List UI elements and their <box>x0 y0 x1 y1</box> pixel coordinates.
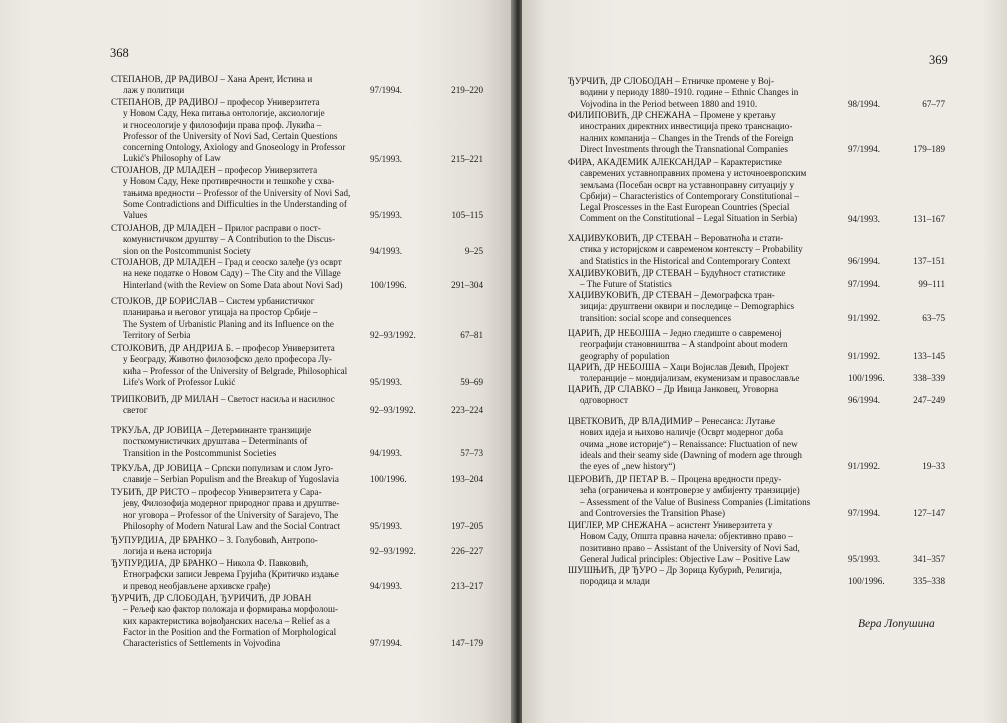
entry-pages: 335–338 <box>913 576 945 587</box>
entry-line: ТРКУЉА, ДР ЈОВИЦА – Српски популизам и слом Југо- <box>111 463 334 473</box>
entry-line: ЂУПУРДИЈА, ДР БРАНКО – З. Голубовић, Антропо- <box>111 535 318 545</box>
entry-line: Life's Work of Professor Lukić <box>123 376 236 387</box>
entry-title <box>568 474 810 519</box>
entry-title <box>568 362 799 385</box>
entry-line: and Statistics in the Historical and Contemporary Context <box>580 255 791 266</box>
entry-pages: 131–167 <box>913 213 945 224</box>
entry-line: позитивно право – Assistant of the University of Novi Sad, <box>580 542 800 553</box>
entry-issue: 98/1994. <box>848 98 881 109</box>
entry-line: ЦИГЛЕР, МР СНЕЖАНА – асистент Универзитета у <box>568 520 773 530</box>
entry-line: Vojvodina in the Period between 1880 and 1910. <box>580 98 758 109</box>
entry-line: географији становништва – A standpoint about modern <box>580 339 788 350</box>
entry-line: ЂУРЧИЋ, ДР СЛОБОДАН – Етничке промене у Вој- <box>568 76 774 86</box>
entry-line: ХАЏИВУКОВИЋ, ДР СТЕВАН – Вероватноћа и стати- <box>568 233 784 243</box>
entry-line: ЦАРИЋ, ДР НЕБОЈША – Хаци Војислав Девић, Пројект <box>568 362 789 372</box>
entry-line: Новом Саду, Општа правна начела: објективно право – <box>580 531 793 542</box>
entry-title <box>111 296 334 341</box>
entry-pages: 99–111 <box>918 279 945 290</box>
entry-line: ideals and their seamy side (Dawning of modern age through <box>580 449 802 460</box>
entry-line: ХАЏИВУКОВИЋ, ДР СТЕВАН – Будућност статистике <box>568 268 786 278</box>
entry-line: ЂУРЧИЋ, ДР СЛОБОДАН, ЂУРИЧИЋ, ДР ЈОВАН <box>111 593 312 603</box>
entry-line: and Controversies the Transition Phase) <box>580 507 725 518</box>
entry-issue: 100/1996. <box>848 576 885 587</box>
entry-line: geography of population <box>580 350 670 361</box>
entry-line: – The Future of Statistics <box>580 279 672 290</box>
entry-title <box>111 535 318 558</box>
entry-issue: 94/1993. <box>370 447 403 458</box>
entry-title <box>568 416 802 472</box>
entry-line: ног уговора – Professor of the University of Sarajevo, The <box>123 509 339 520</box>
entry-line: СТОЈКОВ, ДР БОРИСЛАВ – Систем урбанистичког <box>111 296 315 306</box>
entry-line: у Београду, Животно филозофско дело професора Лу- <box>123 354 332 365</box>
entry-line: посткомунистичких друштава – Determinants of <box>123 436 308 447</box>
entry-pages: 291–304 <box>451 279 483 290</box>
entry-line: Philosophy of Modern Natural Law and the Social Contract <box>123 520 341 531</box>
entry-line: лаж у политици <box>123 85 185 96</box>
entry-issue: 96/1994. <box>848 255 881 266</box>
entry-issue: 95/1993. <box>370 376 403 387</box>
entry-pages: 247–249 <box>913 395 945 406</box>
entry-issue: 100/1996. <box>370 474 407 485</box>
entry-pages: 59–69 <box>460 376 483 387</box>
entry-title <box>111 257 342 291</box>
entry-title <box>111 165 350 221</box>
entry-line: Transition in the Postcommunist Societies <box>123 447 277 458</box>
entry-line: стика у историјском и савременом контексту – Probability <box>580 244 803 255</box>
author-signature: Вера Лопушина <box>858 618 935 630</box>
left-page-number: 368 <box>110 46 129 60</box>
entry-line: и гносеологије у филозофији права проф. Лукића – <box>123 119 322 130</box>
entry-line: СТОЈАНОВ, ДР МЛАДЕН – професор Универзитета <box>111 165 318 175</box>
entry-line: савремених уставноправних промена у источноевропским <box>580 168 807 179</box>
entry-issue: 94/1993. <box>370 580 403 591</box>
entry-title <box>568 520 800 565</box>
entry-title <box>111 425 311 459</box>
entry-issue: 91/1992. <box>848 461 881 472</box>
entry-line: ТРКУЉА, ДР ЈОВИЦА – Детерминанте транзиције <box>111 425 312 435</box>
entry-issue: 97/1994. <box>848 143 881 154</box>
entry-issue: 91/1992. <box>848 350 881 361</box>
entry-line: зећа (ограничења и контроверзе у амбијенту транзиције) <box>580 485 800 496</box>
entry-line: Professor of the University of Novi Sad, Certain Questions <box>123 130 338 141</box>
entry-pages: 219–220 <box>451 85 483 96</box>
entry-title <box>111 558 339 592</box>
entry-line: толеранције – мондијализам, екуменизам и православље <box>580 373 800 384</box>
entry-line: СТОЈАНОВ, ДР МЛАДЕН – Прилог расправи о пост- <box>111 223 321 233</box>
entry-title <box>568 565 782 588</box>
entry-title <box>111 223 335 257</box>
entry-line: ФИРА, АКАДЕМИК АЛЕКСАНДАР – Карактеристике <box>568 157 782 167</box>
entry-pages: 197–205 <box>451 520 483 531</box>
entry-line: зиција: друштвени оквири и последице – Demographics <box>580 301 795 312</box>
entry-issue: 100/1996. <box>848 373 885 384</box>
entry-line: Lukić's Philosophy of Law <box>123 153 221 164</box>
entry-line: Етнографски записи Јеврема Грујића (Критичко издање <box>123 569 339 580</box>
entry-line: – Рељеф као фактор положаја и формирања морфолош- <box>123 604 338 615</box>
entry-line: водини у периоду 1880–1910. године – Ethnic Changes in <box>580 87 799 98</box>
entry-title <box>568 328 788 362</box>
entry-issue: 97/1994. <box>370 638 403 649</box>
entry-issue: 97/1994. <box>848 279 881 290</box>
entry-line: Territory of Serbia <box>123 329 191 340</box>
entry-line: логија и њена историја <box>123 546 212 557</box>
entry-line: ФИЛИПОВИЋ, ДР СНЕЖАНА – Промене у кретању <box>568 110 776 120</box>
entry-issue: 92–93/1992. <box>370 329 416 340</box>
entry-pages: 338–339 <box>913 373 945 384</box>
entry-line: concerning Ontology, Axiology and Gnoseology in Professor <box>123 142 346 153</box>
entry-line: ТУБИЋ, ДР РИСТО – професор Универзитета у Сара- <box>111 487 322 497</box>
entry-line: Comment on the Constitutional – Legal Situation in Serbia) <box>580 213 798 224</box>
entry-line: ких карактеристика војвођанских насеља – Relief as a <box>123 615 330 626</box>
entry-line: sion on the Postcommunist Society <box>123 245 251 256</box>
entry-line: на неке податке о Новом Саду) – The City and the Village <box>123 268 341 279</box>
entry-issue: 95/1993. <box>370 153 403 164</box>
entry-line: и превод необјављене архивске грађе) <box>123 580 271 591</box>
entry-line: ЦАРИЋ, ДР НЕБОЈША – Једно гледиште о савременој <box>568 328 782 338</box>
entry-issue: 97/1994. <box>848 507 881 518</box>
entry-pages: 67–81 <box>460 329 483 340</box>
right-page-number: 369 <box>929 53 948 67</box>
entry-line: ТРИПКОВИЋ, ДР МИЛАН – Светост насиља и насилнос <box>111 394 335 404</box>
entry-line: комунистичком друштву – A Contribution to the Discus- <box>123 234 335 245</box>
entry-pages: 67–77 <box>922 98 945 109</box>
entry-line: тањима вредности – Professor of the University of Novi Sad, <box>123 187 351 198</box>
entry-title <box>568 76 798 110</box>
entry-line: у Новом Саду, Неке противречности и тешкоће у схва- <box>123 176 335 187</box>
entry-line: ШУШЊИЋ, ДР ЂУРО – Др Зорица Кубурић, Религија, <box>568 565 782 575</box>
entry-line: кића – Professor of the University of Belgrade, Philosophical <box>123 365 348 376</box>
entry-line: планирања и његовог утицаја на простор Србије – <box>123 307 318 318</box>
entry-pages: 63–75 <box>922 312 945 323</box>
entry-pages: 341–357 <box>913 553 945 564</box>
entry-title <box>111 593 338 649</box>
entry-title <box>111 394 335 417</box>
entry-line: Some Contradictions and Difficulties in the Understanding of <box>123 198 347 209</box>
entry-issue: 91/1992. <box>848 312 881 323</box>
entry-line: Србији) – Characteristics of Contemporary Constitutional – <box>580 190 799 201</box>
entry-pages: 213–217 <box>451 580 483 591</box>
entry-pages: 127–147 <box>913 507 945 518</box>
entry-pages: 215–221 <box>451 153 483 164</box>
entry-pages: 193–204 <box>451 474 483 485</box>
entry-line: Factor in the Position and the Formation of Morphological <box>123 626 337 637</box>
entry-line: ХАЏИВУКОВИЋ, ДР СТЕВАН – Демографска тран- <box>568 290 775 300</box>
entry-line: иностраних директних инвестиција преко транснацио- <box>580 121 793 132</box>
entry-line: General Judical principles: Objective Law – Positive Law <box>580 553 791 564</box>
entry-title <box>568 268 785 291</box>
entry-pages: 57–73 <box>460 447 483 458</box>
entry-title <box>568 157 806 225</box>
entry-line: налних компанија – Changes in the Trends of the Foreign <box>580 132 794 143</box>
entry-title <box>568 384 778 407</box>
entry-line: одговорност <box>580 395 628 406</box>
entry-issue: 95/1993. <box>370 210 403 221</box>
entry-issue: 95/1993. <box>848 553 881 564</box>
entry-title <box>568 110 793 155</box>
entry-line: Hinterland (with the Review on Some Data about Novi Sad) <box>123 279 343 290</box>
entry-line: светог <box>123 405 148 416</box>
entry-line: очима „нове историје“) – Renaissance: Fluctuation of new <box>580 438 798 449</box>
entry-line: Characteristics of Settlements in Vojvodina <box>123 638 281 649</box>
entry-pages: 137–151 <box>913 255 945 266</box>
entry-line: земљама (Посебан осврт на уставноправну ситуацију у <box>580 179 795 190</box>
entry-title <box>111 343 347 388</box>
entry-title <box>111 74 312 97</box>
entry-line: породица и млади <box>580 576 650 587</box>
entry-issue: 94/1993. <box>848 213 881 224</box>
entry-pages: 9–25 <box>464 245 483 256</box>
entry-line: ЦЕРОВИЋ, ДР ПЕТАР В. – Процена вредности преду- <box>568 474 782 484</box>
entry-line: нових идеја и њихово наличје (Осврт модерног доба <box>580 427 784 438</box>
entry-line: СТОЈАНОВ, ДР МЛАДЕН – Град и сеоско залеђе (уз осврт <box>111 257 342 267</box>
entry-line: СТЕПАНОВ, ДР РАДИВОЈ – професор Универзитета <box>111 97 320 107</box>
entry-line: Values <box>123 210 148 221</box>
entry-pages: 133–145 <box>913 350 945 361</box>
entry-line: ЦВЕТКОВИЋ, ДР ВЛАДИМИР – Ренесанса: Лутање <box>568 416 775 426</box>
entry-line: јеву, Филозофија модерног природног права и друштве- <box>123 498 340 509</box>
entry-line: ЂУПУРДИЈА, ДР БРАНКО – Никола Ф. Павковић, <box>111 558 309 568</box>
entry-pages: 19–33 <box>922 461 945 472</box>
entry-pages: 223–224 <box>451 405 483 416</box>
entry-line: ЦАРИЋ, ДР СЛАВКО – Др Ивица Јанковец, Уговорна <box>568 384 779 394</box>
entry-issue: 92–93/1992. <box>370 546 416 557</box>
entry-pages: 226–227 <box>451 546 483 557</box>
entry-line: СТОЈКОВИЋ, ДР АНДРИЈА Б. – професор Универзитета <box>111 343 335 353</box>
entry-line: славије – Serbian Populism and the Breakup of Yugoslavia <box>123 474 339 485</box>
entry-line: СТЕПАНОВ, ДР РАДИВОЈ – Хана Арент, Истина и <box>111 74 313 84</box>
entry-line: у Новом Саду, Нека питања онтологије, аксиологије <box>123 108 325 119</box>
entry-issue: 92–93/1992. <box>370 405 416 416</box>
entry-line: Direct Investments through the Transnational Companies <box>580 143 788 154</box>
entry-issue: 96/1994. <box>848 395 881 406</box>
entry-line: transition: social scope and consequences <box>580 312 732 323</box>
entry-title <box>568 290 794 324</box>
entry-issue: 100/1996. <box>370 279 407 290</box>
entry-line: Legal Proscesses in the East European Countries (Special <box>580 202 790 213</box>
entry-title <box>111 487 340 532</box>
entry-pages: 179–189 <box>913 143 945 154</box>
entry-issue: 94/1993. <box>370 245 403 256</box>
entry-pages: 147–179 <box>451 638 483 649</box>
entry-line: The System of Urbanistic Planing and its Influence on the <box>123 318 334 329</box>
entry-title <box>111 463 339 486</box>
entry-line: – Assessment of the Value of Business Companies (Limitations <box>580 496 811 507</box>
entry-title <box>568 233 803 267</box>
entry-pages: 105–115 <box>451 210 483 221</box>
entry-issue: 97/1994. <box>370 85 403 96</box>
entry-line: the eyes of „new history“) <box>580 461 676 472</box>
entry-issue: 95/1993. <box>370 520 403 531</box>
entry-title <box>111 97 345 165</box>
